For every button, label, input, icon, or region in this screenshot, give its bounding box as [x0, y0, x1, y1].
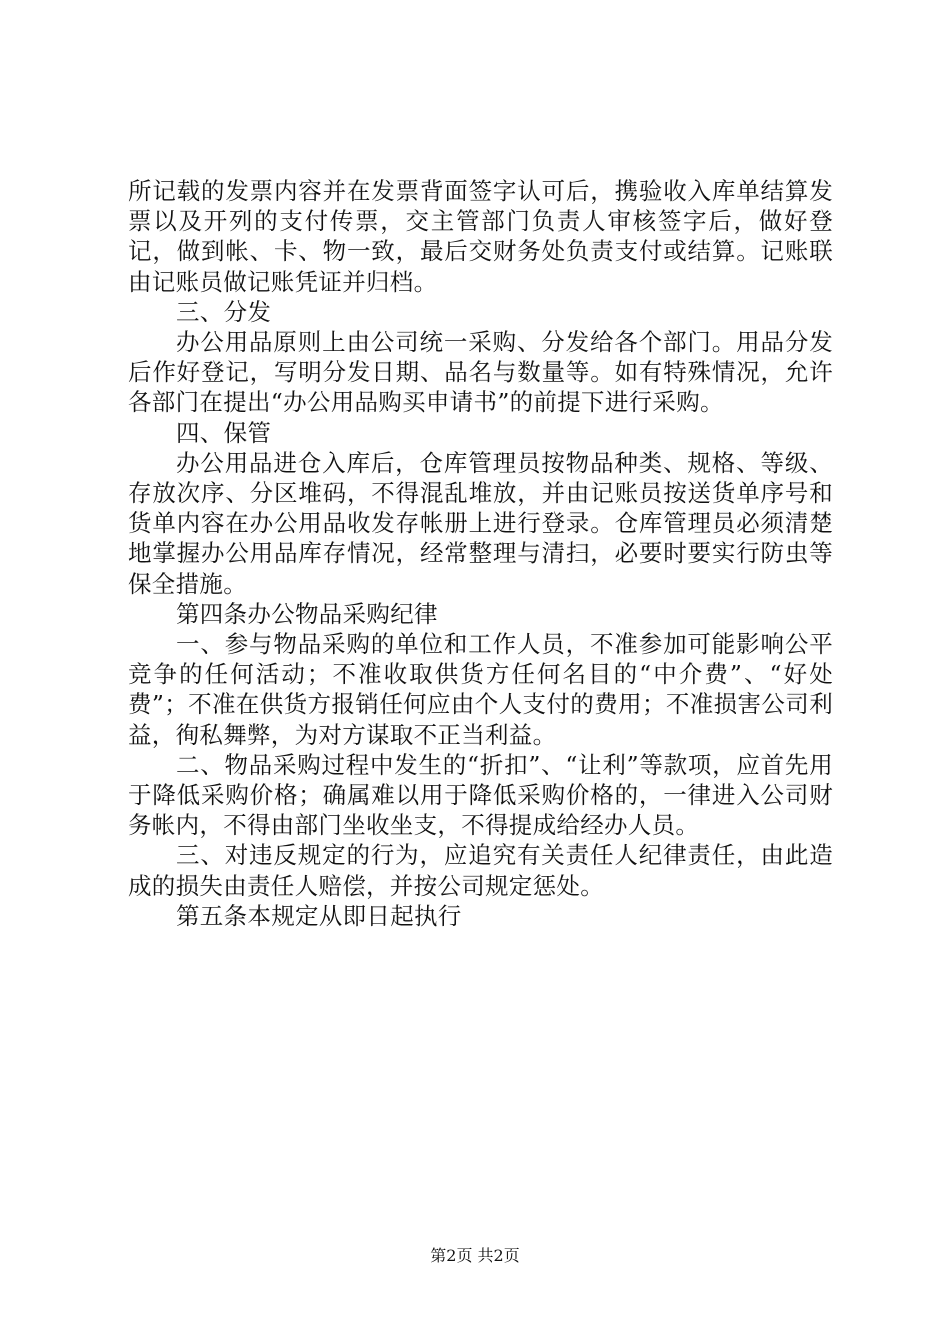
heading-storage: 四、保管	[176, 418, 272, 447]
heading-article-four: 第四条办公物品采购纪律	[176, 599, 438, 628]
heading-distribution: 三、分发	[176, 297, 272, 326]
paragraph-invoice-settlement: 所记载的发票内容并在发票背面签字认可后，携验收入库单结算发票以及开列的支付传票，交主管部门负责人审核签字后，做好登记，做到帐、卡、物一致，最后交财务处负责支付或结算。记账联由记账员做记账凭证并归档。	[128, 177, 833, 296]
paragraph-discipline-two: 二、物品采购过程中发生的“折扣”、“让利”等款项，应首先用于降低采购价格；确属难以用于降低采购价格的，一律进入公司财务帐内，不得由部门坐收坐支，不得提成给经办人员。	[128, 750, 833, 840]
paragraph-discipline-three: 三、对违反规定的行为，应追究有关责任人纪律责任，由此造成的损失由责任人赔偿，并按公司规定惩处。	[128, 841, 833, 900]
page-number-footer: 第2页 共2页	[430, 1246, 520, 1265]
document-body	[128, 176, 833, 931]
paragraph-storage: 办公用品进仓入库后，仓库管理员按物品种类、规格、等级、存放次序、分区堆码，不得混乱堆放，并由记账员按送货单序号和货单内容在办公用品收发存帐册上进行登录。仓库管理员必须清楚地掌握办公用品库存情况，经常整理与清扫，必要时要实行防虫等保全措施。	[128, 448, 833, 598]
heading-article-five: 第五条本规定从即日起执行	[176, 901, 462, 930]
paragraph-discipline-one: 一、参与物品采购的单位和工作人员，不准参加可能影响公平竞争的任何活动；不准收取供货方任何名目的“中介费”、“好处费”；不准在供货方报销任何应由个人支付的费用；不准损害公司利益，徇私舞弊，为对方谋取不正当利益。	[128, 630, 833, 749]
paragraph-distribution: 办公用品原则上由公司统一采购、分发给各个部门。用品分发后作好登记，写明分发日期、品名与数量等。如有特殊情况，允许各部门在提出“办公用品购买申请书”的前提下进行采购。	[128, 328, 833, 417]
